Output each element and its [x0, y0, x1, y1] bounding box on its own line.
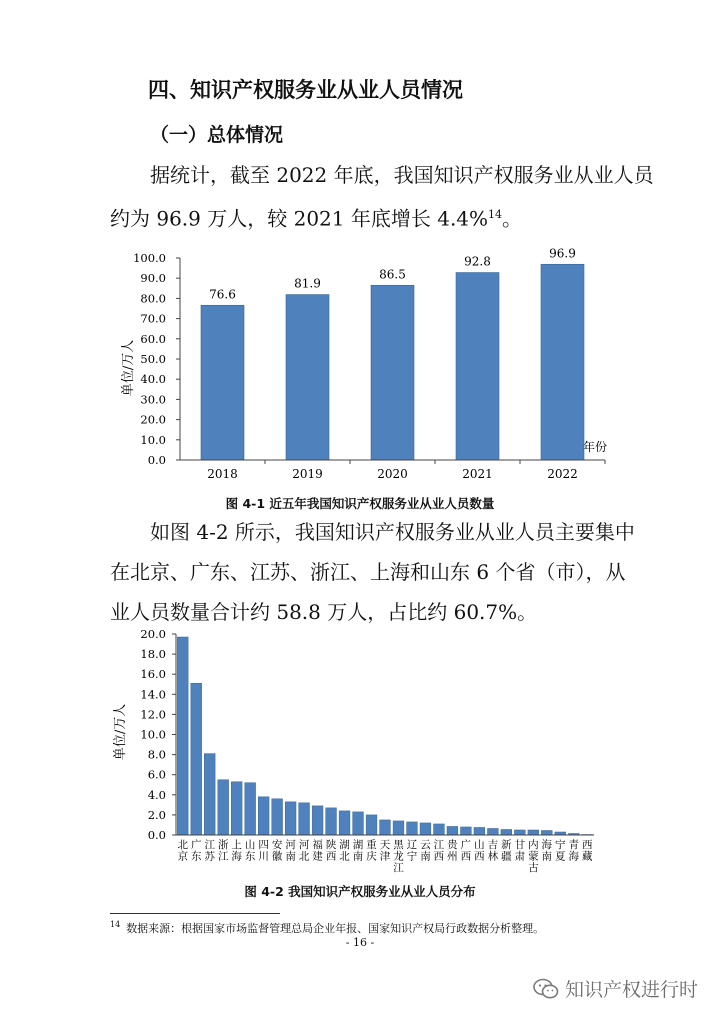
footnote-mark: 14 — [110, 920, 121, 930]
footnote-ref: 14 — [488, 208, 503, 221]
chart-1-bar-2022 — [541, 264, 584, 460]
chart-2-bar-湖南 — [353, 812, 364, 835]
chart-2-x-label-重庆: 重庆 — [366, 839, 377, 863]
footnote-text: 数据来源：根据国家市场监督管理总局企业年报、国家知识产权局行政数据分析整理。 — [126, 922, 545, 935]
chart-2-y-tick-label: 18.0 — [140, 647, 166, 662]
chart-1-y-tick-label: 40.0 — [140, 372, 166, 387]
chart-1-x-axis-label: 年份 — [582, 440, 608, 454]
chart-2-x-label-四川: 四川 — [258, 839, 269, 863]
chart-2-y-tick-label: 4.0 — [147, 787, 166, 802]
chart-1-y-tick-label: 0.0 — [147, 453, 166, 467]
chart-2-x-label-西藏: 西藏 — [582, 839, 593, 863]
footnote-rule — [110, 913, 280, 914]
chart-2-x-label-山西: 山西 — [474, 839, 485, 863]
chart-2-bar-重庆 — [366, 815, 377, 835]
chart-2-bar-浙江 — [218, 780, 229, 835]
chart-2-bar-广东 — [191, 683, 202, 835]
chart-2-x-label-湖北: 湖北 — [339, 839, 350, 863]
chart-2-y-tick-label: 6.0 — [147, 767, 166, 782]
chart-2-bar-江苏 — [204, 754, 215, 835]
chart-2-x-label-浙江: 浙江 — [217, 839, 229, 863]
chart-2-x-label-陕西: 陕西 — [325, 839, 337, 863]
chart-1-value-label-2019: 81.9 — [294, 276, 321, 291]
chart-2-bar-河北 — [299, 803, 310, 835]
chart-2-x-label-贵州: 贵州 — [447, 839, 458, 863]
chart-2-x-labels — [177, 838, 593, 874]
chart-1-y-axis-label: 单位/万人 — [121, 339, 136, 397]
chart-2-x-label-河南: 河南 — [285, 839, 296, 863]
chart-2-bar-甘肃 — [514, 830, 525, 835]
chart-2-province-distribution — [110, 622, 610, 874]
chart-1-value-label-2021: 92.8 — [464, 254, 491, 269]
paragraph-1-line-1: 据统计，截至 2022 年底，我国知识产权服务业从业人员 — [150, 163, 654, 187]
paragraph-1-line-2-text: 约为 96.9 万人，较 2021 年底增长 4.4% — [110, 206, 489, 231]
chart-2-y-tick-label: 10.0 — [140, 727, 166, 742]
chart-1-x-labels — [207, 460, 605, 481]
paragraph-1-line-2-end: 。 — [502, 206, 523, 231]
chart-2-bar-江西 — [434, 824, 445, 835]
chart-2-bar-吉林 — [487, 828, 498, 835]
chart-1-bars — [201, 264, 584, 460]
chart-1-x-label-2021: 2021 — [462, 467, 493, 481]
chart-2-bars — [177, 637, 592, 835]
chart-1-yearly-workers — [110, 240, 620, 490]
paragraph-1-line-2 — [110, 195, 630, 239]
chart-1-x-label-2019: 2019 — [292, 467, 323, 481]
chart-2-bar-贵州 — [447, 826, 458, 835]
chart-2-x-label-云南: 云南 — [420, 839, 431, 863]
chart-2-x-label-安徽: 安徽 — [271, 839, 283, 863]
chart-2-bar-辽宁 — [407, 822, 418, 835]
figure-4-2-caption: 图 4-2 我国知识产权服务业从业人员分布 — [244, 884, 476, 899]
chart-1-x-label-2022: 2022 — [547, 467, 578, 481]
paragraph-2-line-2: 在北京、广东、江苏、浙江、上海和山东 6 个省（市），从 — [110, 560, 626, 584]
chart-2-x-label-新疆: 新疆 — [501, 839, 512, 863]
chart-2-x-label-吉林: 吉林 — [487, 839, 499, 863]
chart-2-x-label-青海: 青海 — [568, 839, 580, 863]
chart-2-bar-福建 — [312, 806, 323, 835]
chart-2-y-tick-label: 8.0 — [147, 747, 166, 762]
chart-2-bar-安徽 — [272, 799, 283, 835]
page-number: - 16 - — [345, 936, 375, 949]
chart-1-y-tick-label: 90.0 — [140, 271, 166, 286]
chart-2-bar-黑龙江 — [393, 821, 404, 835]
chart-1-value-label-2020: 86.5 — [379, 267, 406, 282]
chart-2-x-label-天津: 天津 — [379, 839, 391, 863]
subsection-heading: （一）总体情况 — [150, 124, 284, 146]
chart-1-y-tick-label: 30.0 — [140, 392, 166, 407]
chart-2-x-label-黑龙江: 黑龙江 — [393, 839, 404, 874]
chart-2-y-ticks — [140, 627, 176, 842]
chart-2-bar-湖北 — [339, 811, 350, 835]
chart-1-y-tick-label: 80.0 — [140, 291, 166, 306]
chart-1-y-tick-label: 20.0 — [140, 412, 166, 427]
chart-2-y-tick-label: 2.0 — [147, 807, 166, 822]
chart-2-bar-天津 — [380, 820, 391, 835]
chart-1-bar-2020 — [371, 285, 414, 460]
chart-2-y-tick-label: 20.0 — [140, 627, 166, 641]
chart-2-x-label-广西: 广西 — [460, 839, 472, 863]
chart-1-y-tick-label: 100.0 — [133, 251, 166, 265]
chart-2-bar-四川 — [258, 797, 269, 835]
chart-2-x-label-湖南: 湖南 — [352, 839, 364, 863]
chart-2-x-label-辽宁: 辽宁 — [406, 839, 418, 863]
chart-2-x-label-甘肃: 甘肃 — [514, 839, 526, 863]
chart-2-x-label-福建: 福建 — [312, 839, 323, 863]
chart-1-y-tick-label: 10.0 — [140, 432, 166, 447]
chart-2-x-label-内蒙古: 内蒙古 — [528, 839, 539, 874]
paragraph-2-line-3: 业人员数量合计约 58.8 万人，占比约 60.7%。 — [110, 600, 538, 624]
chart-2-bar-北京 — [177, 637, 188, 835]
chart-1-value-label-2022: 96.9 — [549, 246, 576, 261]
chart-1-y-ticks — [133, 251, 180, 467]
chart-1-x-label-2018: 2018 — [207, 467, 238, 481]
chart-1-bar-2021 — [456, 273, 499, 460]
chart-2-bar-上海 — [231, 782, 242, 835]
chart-1-y-tick-label: 50.0 — [140, 352, 166, 366]
chart-1-x-label-2020: 2020 — [377, 467, 408, 481]
chart-2-y-tick-label: 14.0 — [140, 687, 166, 702]
figure-4-1-caption: 图 4-1 近五年我国知识产权服务业从业人员数量 — [225, 496, 495, 511]
watermark-text: 知识产权进行时 — [564, 979, 698, 1001]
chart-2-x-label-江苏: 江苏 — [204, 839, 215, 863]
chart-2-bar-新疆 — [501, 829, 512, 835]
chart-2-x-label-海南: 海南 — [541, 839, 553, 863]
chart-2-bar-河南 — [285, 802, 296, 835]
chart-2-bar-陕西 — [326, 808, 337, 835]
chart-2-bar-山西 — [474, 827, 485, 835]
chart-2-bar-内蒙古 — [528, 830, 539, 835]
paragraph-2-line-1: 如图 4-2 所示，我国知识产权服务业从业人员主要集中 — [150, 520, 635, 544]
chart-2-x-label-山东: 山东 — [244, 839, 256, 863]
chart-1-y-tick-label: 70.0 — [140, 311, 166, 326]
footnote — [110, 920, 544, 936]
chart-1-value-label-2018: 76.6 — [209, 287, 236, 302]
paragraph-1 — [110, 155, 654, 239]
section-heading: 四、知识产权服务业从业人员情况 — [148, 78, 463, 102]
chart-2-x-label-河北: 河北 — [298, 839, 310, 863]
chart-2-y-tick-label: 0.0 — [147, 828, 166, 842]
chart-2-x-label-宁夏: 宁夏 — [555, 839, 566, 863]
chart-2-bar-云南 — [420, 823, 431, 835]
chart-2-y-axis-label: 单位/万人 — [113, 703, 128, 761]
watermark — [533, 975, 698, 1002]
chart-2-x-label-上海: 上海 — [231, 839, 242, 863]
chart-2-bar-广西 — [461, 827, 472, 835]
chart-2-y-tick-label: 12.0 — [140, 707, 166, 722]
chart-2-x-label-北京: 北京 — [177, 839, 188, 863]
chart-1-y-tick-label: 60.0 — [140, 331, 166, 346]
chart-2-bar-山东 — [245, 783, 256, 835]
paragraph-2 — [110, 512, 635, 632]
wechat-icon — [533, 978, 559, 1000]
chart-2-y-tick-label: 16.0 — [140, 667, 166, 682]
chart-2-x-label-广东: 广东 — [190, 839, 202, 863]
chart-1-bar-2019 — [286, 295, 329, 460]
chart-2-x-label-江西: 江西 — [433, 839, 445, 863]
chart-2-bar-海南 — [541, 830, 552, 835]
chart-1-bar-2018 — [201, 305, 244, 460]
